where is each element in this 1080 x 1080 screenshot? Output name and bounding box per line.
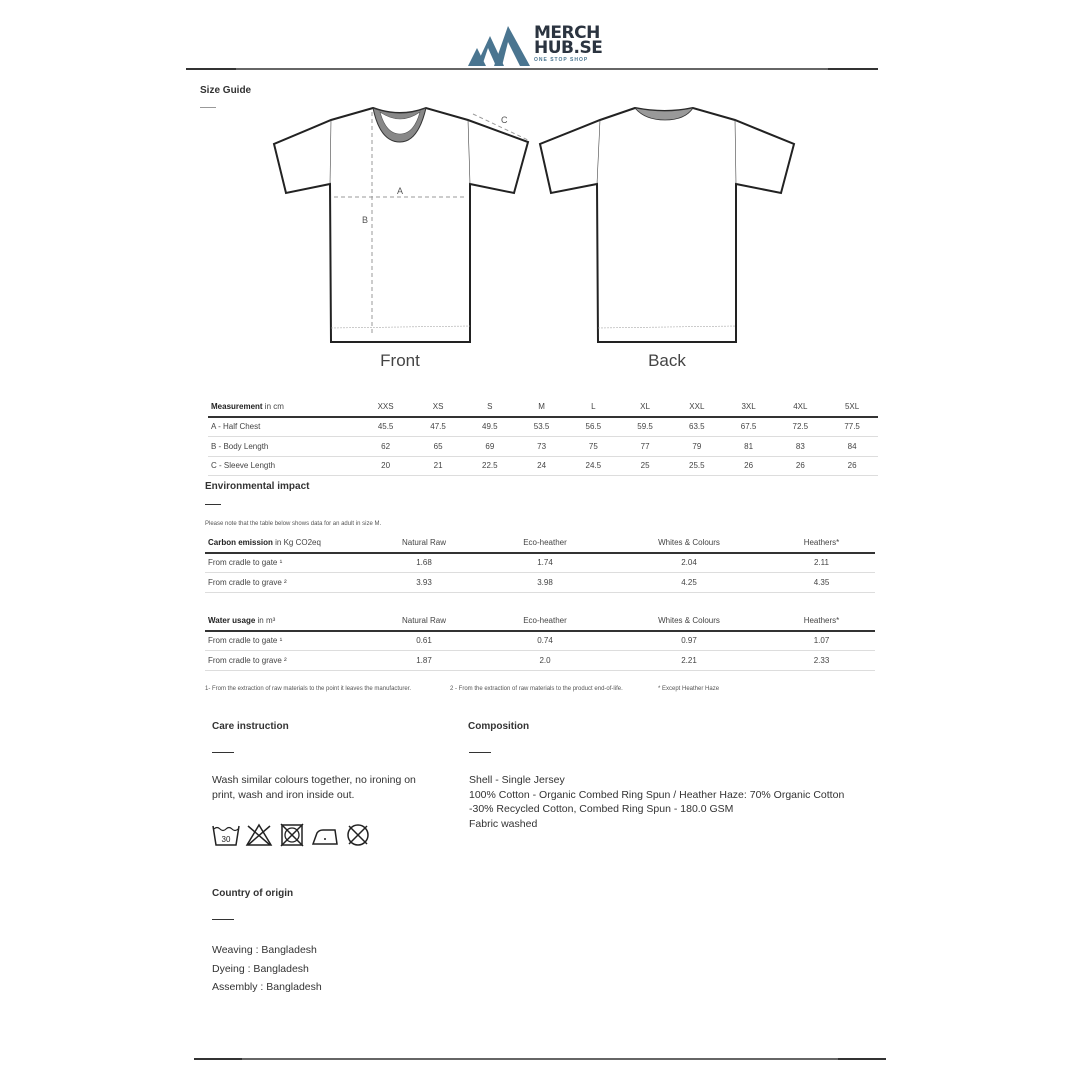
- cell: 2.0: [539, 655, 551, 665]
- composition-line: Fabric washed: [469, 817, 538, 830]
- cell: 72.5: [792, 422, 809, 432]
- row-label: A - Half Chest: [211, 422, 261, 432]
- cell: 77: [640, 441, 650, 451]
- row-label: From cradle to grave ²: [208, 577, 287, 587]
- water-table: [205, 611, 875, 671]
- cell: 1.07: [813, 636, 830, 646]
- size-col: 5XL: [844, 401, 860, 411]
- header-divider: [186, 68, 878, 70]
- back-label: Back: [648, 351, 686, 370]
- cell: 0.61: [416, 636, 432, 646]
- cell: 0.74: [537, 636, 553, 646]
- size-guide-title: Size Guide: [200, 85, 252, 96]
- marker-a: A: [397, 186, 404, 196]
- measurement-header: Measurement in cm: [211, 401, 284, 411]
- carbon-table-header: [205, 533, 875, 553]
- no-dry-clean-icon: [344, 823, 372, 847]
- brand-tagline: ONE STOP SHOP: [534, 57, 589, 63]
- composition-text: [469, 773, 889, 831]
- cell: 4.25: [681, 577, 697, 587]
- cell: 84: [847, 441, 857, 451]
- cell: 3.98: [537, 577, 553, 587]
- cell: 26: [795, 461, 805, 471]
- size-table: [208, 397, 878, 476]
- col-header: Natural Raw: [401, 537, 446, 547]
- row-label: From cradle to gate ¹: [208, 636, 283, 646]
- col-header: Whites & Colours: [658, 615, 720, 625]
- water-table-header: [205, 611, 875, 631]
- cell: 62: [381, 441, 391, 451]
- table-row: [208, 417, 878, 437]
- col-header: Heathers*: [803, 537, 840, 547]
- merchhub-logo: [468, 24, 618, 68]
- table-row: [208, 456, 878, 476]
- size-col: L: [591, 401, 596, 411]
- svg-text:30: 30: [221, 835, 231, 844]
- row-label: From cradle to grave ²: [208, 655, 287, 665]
- cell: 83: [795, 441, 805, 451]
- cell: 24.5: [585, 461, 602, 471]
- marker-b: B: [362, 215, 369, 225]
- brand-name: MERCH HUB.SE: [534, 23, 603, 58]
- col-header: Whites & Colours: [658, 537, 720, 547]
- size-col: XL: [640, 401, 650, 411]
- care-text: Wash similar colours together, no ironing on print, wash and iron inside out.: [212, 774, 416, 801]
- cell: 1.87: [416, 655, 432, 665]
- environmental-title: Environmental impact: [205, 481, 310, 492]
- size-col: S: [487, 401, 493, 411]
- wash-30-icon: [212, 823, 240, 847]
- composition-line: -30% Recycled Cotton, Combed Ring Spun - 180.0 GSM: [469, 803, 734, 815]
- cell: 67.5: [740, 422, 757, 432]
- logo-mark-icon: [468, 26, 530, 66]
- table-row: [205, 553, 875, 573]
- iron-low-icon: [311, 823, 339, 847]
- origin-line: Dyeing : Bangladesh: [212, 962, 309, 975]
- cell: 56.5: [585, 422, 602, 432]
- cell: 3.93: [416, 577, 432, 587]
- composition-line: 100% Cotton - Organic Combed Ring Spun / Heather Haze: 70% Organic Cotton: [469, 788, 845, 801]
- footnote-1: 1- From the extraction of raw materials to the point it leaves the manufacturer.: [205, 686, 412, 692]
- cell: 26: [744, 461, 754, 471]
- care-title: Care instruction: [212, 721, 289, 732]
- cell: 26: [847, 461, 857, 471]
- cell: 20: [381, 461, 391, 471]
- size-col: M: [538, 401, 545, 411]
- care-icons: [212, 823, 372, 847]
- footer-divider: [194, 1058, 886, 1060]
- table-row: [208, 437, 878, 457]
- carbon-table: [205, 533, 875, 593]
- origin-line: Weaving : Bangladesh: [212, 944, 317, 956]
- cell: 2.11: [814, 558, 829, 568]
- cell: 2.33: [813, 655, 830, 665]
- cell: 1.74: [537, 558, 553, 568]
- size-col: XS: [432, 401, 444, 411]
- cell: 21: [433, 461, 443, 471]
- size-col: 4XL: [793, 401, 808, 411]
- composition-title: Composition: [468, 721, 530, 732]
- cell: 0.97: [681, 636, 697, 646]
- row-label: From cradle to gate ¹: [208, 558, 283, 568]
- size-col: XXS: [377, 401, 394, 411]
- size-col: XXL: [689, 401, 705, 411]
- cell: 4.35: [813, 577, 830, 587]
- cell: 2.04: [681, 558, 697, 568]
- cell: 53.5: [533, 422, 550, 432]
- col-header: Natural Raw: [401, 615, 446, 625]
- cell: 77.5: [844, 422, 860, 432]
- row-label: C - Sleeve Length: [211, 461, 276, 471]
- col-header: Eco-heather: [523, 615, 567, 625]
- tshirt-front-diagram: [268, 100, 533, 348]
- front-label: Front: [380, 351, 420, 370]
- cell: 2.21: [681, 655, 697, 665]
- cell: 25: [640, 461, 650, 471]
- origin-title: Country of origin: [212, 888, 294, 899]
- marker-c: C: [501, 115, 508, 125]
- no-bleach-icon: [245, 823, 273, 847]
- footnote-3: * Except Heather Haze: [658, 686, 720, 692]
- carbon-header: Carbon emission in Kg CO2eq: [208, 537, 321, 547]
- tshirt-back-diagram: [535, 100, 800, 348]
- environmental-note: Please note that the table below shows data for an adult in size M.: [205, 521, 382, 527]
- col-header: Eco-heather: [523, 537, 567, 547]
- cell: 75: [588, 441, 598, 451]
- no-tumble-dry-icon: [278, 823, 306, 847]
- row-label: B - Body Length: [211, 441, 269, 451]
- cell: 73: [537, 441, 547, 451]
- cell: 47.5: [430, 422, 446, 432]
- section-dash: [469, 752, 491, 753]
- cell: 49.5: [482, 422, 498, 432]
- origin-line: Assembly : Bangladesh: [212, 981, 322, 993]
- water-header: Water usage in m³: [208, 615, 276, 625]
- cell: 22.5: [482, 461, 498, 471]
- table-row: [205, 573, 875, 593]
- col-header: Heathers*: [803, 615, 840, 625]
- footnote-2: 2 - From the extraction of raw materials to the product end-of-life.: [450, 686, 623, 692]
- size-col: 3XL: [741, 401, 756, 411]
- cell: 81: [744, 441, 754, 451]
- section-dash: [200, 107, 216, 108]
- table-row: [205, 651, 875, 671]
- cell: 63.5: [689, 422, 705, 432]
- composition-line: Shell - Single Jersey: [469, 774, 565, 786]
- cell: 79: [692, 441, 702, 451]
- section-dash: [212, 919, 234, 920]
- cell: 25.5: [689, 461, 705, 471]
- cell: 59.5: [637, 422, 653, 432]
- cell: 1.68: [416, 558, 432, 568]
- cell: 45.5: [377, 422, 394, 432]
- cell: 69: [485, 441, 495, 451]
- size-table-header: [208, 397, 878, 417]
- section-dash: [205, 504, 221, 505]
- section-dash: [212, 752, 234, 753]
- cell: 65: [433, 441, 443, 451]
- origin-list: [212, 941, 322, 997]
- cell: 24: [537, 461, 547, 471]
- table-row: [205, 631, 875, 651]
